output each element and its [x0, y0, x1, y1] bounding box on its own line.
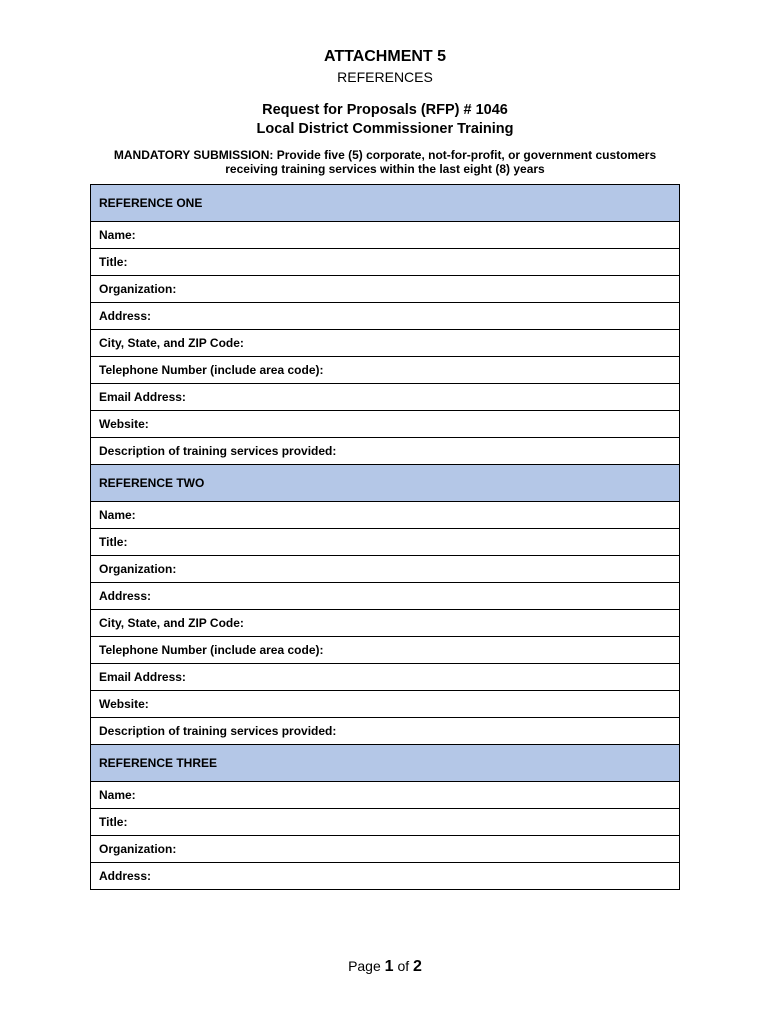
reference-field-label[interactable]: Address:: [91, 863, 680, 890]
reference-field-row: [91, 529, 680, 556]
rfp-title: Request for Proposals (RFP) # 1046: [262, 102, 508, 118]
project-title: Local District Commissioner Training: [256, 121, 514, 137]
reference-field-label[interactable]: Email Address:: [91, 384, 680, 411]
references-table: [90, 184, 680, 890]
reference-field-row: [91, 718, 680, 745]
reference-field-label[interactable]: Name:: [91, 502, 680, 529]
reference-heading: REFERENCE THREE: [91, 745, 680, 782]
reference-field-row: [91, 836, 680, 863]
reference-field-label[interactable]: Email Address:: [91, 664, 680, 691]
references-subtitle: REFERENCES: [337, 69, 433, 85]
reference-field-label[interactable]: Address:: [91, 303, 680, 330]
reference-field-row: [91, 303, 680, 330]
reference-section-header: [91, 745, 680, 782]
reference-field-row: [91, 556, 680, 583]
page-word: Page: [348, 958, 381, 974]
reference-heading: REFERENCE TWO: [91, 465, 680, 502]
reference-field-label[interactable]: City, State, and ZIP Code:: [91, 330, 680, 357]
reference-field-label[interactable]: City, State, and ZIP Code:: [91, 610, 680, 637]
reference-field-label[interactable]: Telephone Number (include area code):: [91, 357, 680, 384]
reference-field-label[interactable]: Title:: [91, 529, 680, 556]
reference-heading: REFERENCE ONE: [91, 185, 680, 222]
reference-field-row: [91, 809, 680, 836]
reference-field-label[interactable]: Name:: [91, 782, 680, 809]
reference-field-label[interactable]: Website:: [91, 411, 680, 438]
reference-section-header: [91, 465, 680, 502]
reference-field-row: [91, 583, 680, 610]
page-current: 1: [384, 958, 394, 975]
reference-field-row: [91, 438, 680, 465]
reference-field-row: [91, 330, 680, 357]
reference-field-row: [91, 384, 680, 411]
reference-field-label[interactable]: Website:: [91, 691, 680, 718]
reference-field-label[interactable]: Title:: [91, 809, 680, 836]
reference-field-row: [91, 610, 680, 637]
reference-field-row: [91, 691, 680, 718]
reference-field-label[interactable]: Organization:: [91, 276, 680, 303]
reference-field-label[interactable]: Description of training services provided:: [91, 438, 680, 465]
mandatory-instructions: [80, 148, 690, 176]
reference-field-label[interactable]: Name:: [91, 222, 680, 249]
reference-field-label[interactable]: Title:: [91, 249, 680, 276]
mandatory-line-2: receiving training services within the last eight (8) years: [225, 162, 545, 176]
attachment-title: ATTACHMENT 5: [323, 48, 447, 65]
reference-section-header: [91, 185, 680, 222]
reference-field-row: [91, 411, 680, 438]
reference-field-row: [91, 664, 680, 691]
mandatory-line-1: MANDATORY SUBMISSION: Provide five (5) corporate, not-for-profit, or government customers: [113, 148, 657, 162]
of-word: of: [397, 958, 410, 974]
reference-field-label[interactable]: Description of training services provided:: [91, 718, 680, 745]
reference-field-label[interactable]: Telephone Number (include area code):: [91, 637, 680, 664]
reference-field-row: [91, 357, 680, 384]
page-footer: [0, 958, 770, 976]
reference-field-row: [91, 863, 680, 890]
reference-field-row: [91, 222, 680, 249]
reference-field-label[interactable]: Organization:: [91, 836, 680, 863]
reference-field-label[interactable]: Organization:: [91, 556, 680, 583]
reference-field-row: [91, 782, 680, 809]
reference-field-row: [91, 276, 680, 303]
reference-field-row: [91, 637, 680, 664]
reference-field-label[interactable]: Address:: [91, 583, 680, 610]
reference-field-row: [91, 249, 680, 276]
reference-field-row: [91, 502, 680, 529]
page-total: 2: [413, 958, 422, 975]
